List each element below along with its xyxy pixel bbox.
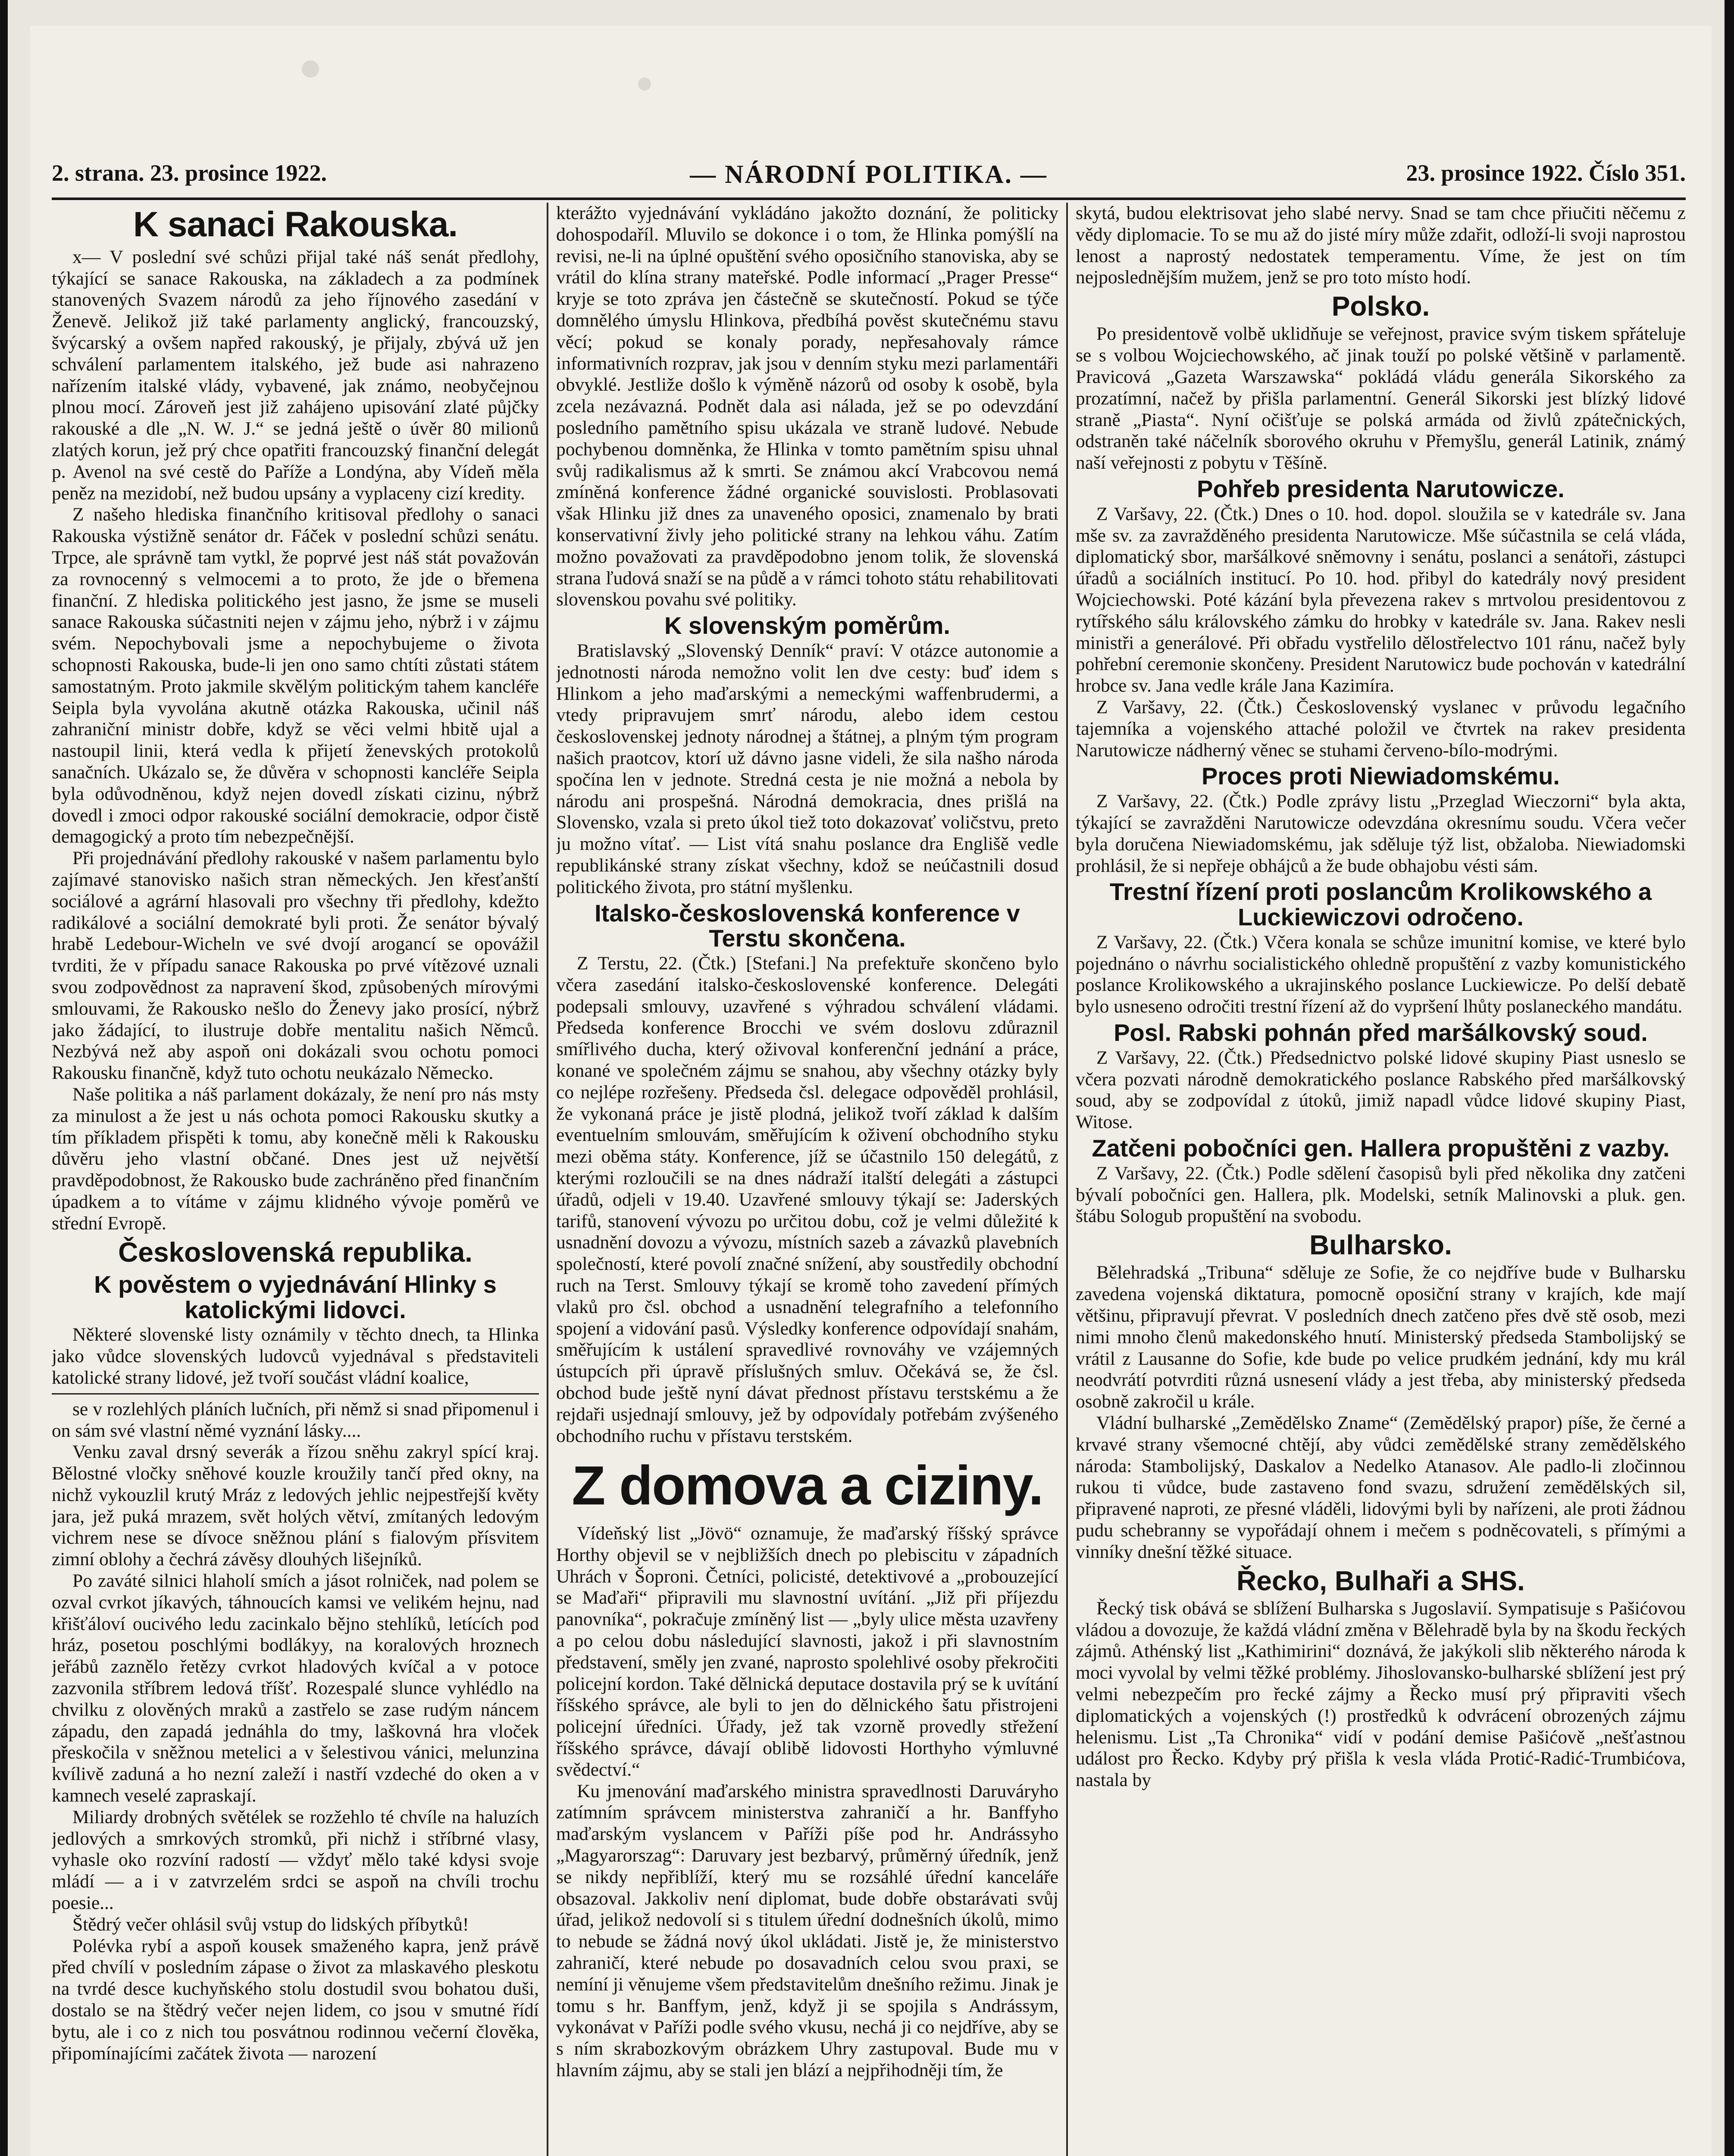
column-rule (1066, 203, 1068, 2156)
header-rule (52, 197, 1686, 200)
paragraph: Z Varšavy, 22. (Čtk.) Předsednictvo polské lidové skupiny Piast usneslo se včera pozvati národně demokratického poslance Rabského před maršálkovský soud, aby se zodpovídal z útoků, jimiž napadl vůdce lidové skupiny Piast, Witose. (1076, 1047, 1686, 1133)
paragraph: kterážto vyjednávání vykládáno jakožto doznání, že politicky dohospodaříl. Mluvilo se dokonce i o tom, že Hlinka pomýšlí na revisi, ne-li na úplné opuštění svého oposičního stanoviska, aby se vrátil do klína strany mateřské. Podle informací „Prager Presse“ kryje se toto zpráva jen částečně se skutečností. Pokud se týče domnělého úmyslu Hlinkova, předbíhá pověst skutečnému stavu věcí; pokud se konaly porady, nepřesahovaly rámce informativních rozprav, jak jsou v denním styku mezi parlamentáři obvyklé. Jestliže došlo k výměně názorů od osoby k osobě, byla zcela nezávazná. Podnět dala asi nálada, jež se po odevzdání posledního pamětního spisu ukázala ve straně ludové. Nebude pochybenou domněnka, že Hlinka v tomto pamětním spisu uhnal svůj radikalismus až k smrti. Se známou akcí Vrabcovou nemá zmíněná konference žádné organické souvislosti. Problasovati však Hlinku již dnes za unaveného oposici, znamenalo by brati konservativní živly jeho politické strany na lehkou váhu. Zatím možno považovati za pravděpodobno jenom tolik, že slovenská strana ľudová snaží se na půdě a v rámci tohoto státu rehabilitovati slovenskou povahu své politiky. (556, 203, 1058, 610)
section-title: Polsko. (1331, 291, 1430, 322)
paragraph: Polévka rybí a aspoň kousek smaženého kapra, jenž právě před chvílí v posledním zápase o život za mlaskavého pleskotu na tvrdé desce kuchyňského stolu dostudil svou bohatou duši, dostalo se na štědrý večer nejen lidem, co jsou v smutné řídí bytu, ale i co z nich tou posvátnou rodinnou večerní člověka, připomínajícími začátek života — narození (52, 1935, 539, 2064)
paragraph: Z Terstu, 22. (Čtk.) [Stefani.] Na prefektuře skončeno bylo včera zasedání italsko-československé konference. Delegáti podepsali smlouvy, uzavřené s výhradou schválení vládami. Předseda konference Brocchi ve svém doslovu zdůraznil smířlivého ducha, který oživoval konferenční jednání a práce, konané ve společném zájmu se snahou, aby všechny otázky byly co nejlépe rozřešeny. Předseda čsl. delegace odpověděl prohlásil, že vykonaná práce je jistě plodná, jelikož tvoří základ k dalším eventuelním smlouvám, směřujícím k oživení obchodního styku mezi oběma státy. Konference, jíž se účastnilo 150 delegátů, z kterými rozloučili se na dnes nádraží italští delegáti a zástupci úřadů, odjeli v 19.40. Uzavřené smlouvy týkají se: Jaderských tarifů, stanovení vývozu po určitou dobu, což je velmi důležité k usnadnění dovozu a vývozu, místních sazeb a závazků plavebních společností, které povolí značné snížení, aby soustředily obchodní ruch na Terst. Smlouvy týkají se kromě toho zavedení přímých vlaků pro čsl. obchod a usnadnění telegrafního a telefonního spojení a vidování pasů. Výsledky konference odpovídají snahám, směřujícím k ustálení spravedlivé rovnováhy ve vzájemných ústupcích při úpravě příslušných smluv. Očekává se, že čsl. obchod bude ještě nyní dávat přednost přístavu terstskému a že rejdaři usjednají smlouvy, jež by odpovídaly potřebám zvýšeného obchodního ruchu v přístavu terstském. (556, 953, 1058, 1446)
paragraph: se v rozlehlých pláních lučních, při němž si snad připomenul i on sám své vlastní němé vyznání lásky.... (52, 1398, 539, 1441)
column-rule (547, 203, 548, 2156)
paragraph: Bratislavský „Slovenský Denník“ praví: V otázce autonomie a jednotnosti národa nemožno volit len dve cesty: buď idem s Hlinkom a jeho maďarskými a nemeckými waffenbrudermi, a vtedy pripravujem smrť národu, alebo idem cestou československej jednoty národnej a štátnej, a plným tým program našich praotcov, ktorí už dávno jasne videli, že sila našho národa spočína len v jednote. Stredná cesta je nie možná a nebola by národu ani prospešná. Národná demokracia, dnes prišlá na Slovensko, vzala si preto úkol tiež toto dokazovať voličstvu, preto ju možno vítať. — List vítá snahu poslance dra Englišě vedle republikánské strany získat všechny, kdož se neúčastnili dosud politického života, pro státní myšlenku. (556, 640, 1058, 897)
article-title: K sanaci Rakouska. (133, 205, 458, 244)
paragraph: Řecký tisk obává se sblížení Bulharska s Jugoslavií. Sympatisuje s Pašićovou vládou a dovozuje, že každá vládní změna v Bělehradě byla by na škodu řeckých zájmů. Athénský list „Kathimirini“ doznává, že jakýkoli slib některého národa k moci vyvolal by velmi těžké problémy. Jihoslovansko-bulharské sblížení jest prý velmi nebezpečím pro řecké zájmy a Řecko musí prý připraviti všech diplomatických a vojenských (!) prostředků k odvrácení obrozených zájmu helenismu. List „Ta Chronika“ vidí v podání demise Pašićově „nešťastnou událost pro Řecko. Kdyby prý přišla k vesla vláda Protić-Radić-Trumbićova, nastala by (1076, 1598, 1686, 1791)
header-issue-number: 23. prosince 1922. Číslo 351. (1406, 160, 1686, 186)
section-title: Řecko, Bulhaři a SHS. (1236, 1565, 1525, 1596)
paragraph: Po zaváté silnici hlaholí smích a jásot rolniček, nad polem se ozval cvrkot jíkavých, táhnoucích kamsi ve velikém hejnu, nad křišťáloví oucivého ledu zacinkalo bějno stehlíků, letících pod hráz, posetou poschlými bodlákyy, na koralových hroznech jeřábů zaznělo řetězy cvrkot hladových kvíčal a v potoce zazvonila stříbrem ledová tříšť. Rozespalé slunce vyhlédlo na chvilku z olověných mraků a zastřelo se zase rudým náncem západu, den zapadá jednáhla do tmy, laškovná hra vloček přeskočila v sněžnou metelici a v šelestivou vánici, melunzina kvílivě zaduná a ho nezní zaleží i nastří vzdeché do oken a v kamnech veselé zapraskají. (52, 1570, 539, 1806)
article-title: Pohřeb presidenta Narutowicze. (1197, 475, 1565, 502)
paragraph: Z Varšavy, 22. (Čtk.) Podle sdělení časopisů byli před několika dny zatčeni bývalí pobočníci gen. Hallera, plk. Modelski, setník Malinovski a pluk. gen. štábu Sologub propuštění na svobodu. (1076, 1163, 1686, 1227)
scan-smudge (638, 78, 651, 91)
scan-smudge (302, 60, 319, 78)
article-title: Posl. Rabski pohnán před maršálkovský soud. (1114, 1019, 1648, 1047)
paragraph: Venku zaval drsný severák a řízou sněhu zakryl spící kraj. Bělostné vločky sněhové kouzle kroužily tančí před okny, na nichž vykouzlil krutý Mráz z ledových jehlic nejpestřejší květy jara, jež puká mrazem, svět holých větví, zmítaných ledovým vichrem nese se dívoce sněžnou plání s fialovým přísvitem zimní oblohy a čechrá závěsy dlouhých lišejníků. (52, 1442, 539, 1570)
scan-edge-left (0, 0, 8, 2156)
header-masthead: — NÁRODNÍ POLITIKA. — (690, 160, 1048, 188)
paragraph: Z Varšavy, 22. (Čtk.) Včera konala se schůze imunitní komise, ve které bylo pojednáno o návrhu socialistického ohledně propuštění z vazby komunistického poslance Krolikowského a ukrajinského poslance Luckiewicze. Po delší debatě bylo usneseno odročiti trestní řízení až do vypršení lhůty poslaneckého mandátu. (1076, 931, 1686, 1017)
scan-edge-right (1725, 0, 1734, 2156)
article-title: Trestní řízení proti poslancům Krolikowského a Luckiewiczovi odročeno. (1109, 878, 1652, 931)
paragraph: Po presidentově volbě uklidňuje se veřejnost, pravice svým tiskem spřáteluje se s volbou Wojciechowského, ač jinak touží po polské většině v parlamentě. Pravicová „Gazeta Warszawska“ pokládá vládu generála Sikorského za prozatímní, načež by přišla parlamentní. Generál Sikorski jest blízký lidové straně „Piasta“. Nyní očišťuje se polská armáda od živlů zpátečnických, odstraněn také náčelník sborového okruhu v Přemyšlu, generál Latinik, známý naší veřejnosti z pobytu v Těšíně. (1076, 323, 1686, 473)
section-title: Bulharsko. (1309, 1229, 1452, 1261)
paragraph: Při projednávání předlohy rakouské v našem parlamentu bylo zajímavé stanovisko našich stran německých. Jen křesťanští sociálové a agrární hlasovali pro všechny tři předlohy, kdežto radikálové a sociální demokraté byli proti. Že senátor bývalý hrabě Ledebour-Wicheln ve své dvojí arogancí se opovážil tvrditi, že v případu sanace Rakouska po prvé vítězové uznali svou zodpovědnost za napravení škod, způsobených mírovými smlouvami, že Rakousko nešlo do Ženevy jako prosící, nýbrž jako žádající, to ilustruje dobře mentalitu našich Němců. Nezbývá než aby aspoň oni dokázali svou ochotu pomoci Rakousku finančně, když tuto ochotu neukázalo Německo. (52, 848, 539, 1084)
column-1 (52, 203, 539, 2156)
paragraph: Z Varšavy, 22. (Čtk.) Dnes o 10. hod. dopol. sloužila se v katedrále sv. Jana mše sv. za zavražděného presidenta Narutowicze. Mše súčastnila se celá vláda, diplomatický sbor, maršálkové sněmovny i senátu, poslanci a senátoři, zástupci úřadů a sociálních institucí. Po 10. hod. přibyl do katedrály nový president Wojciechowski. Poté kázání byla převezena rakev s mrtvolou presidentovou z rytířského sálu královského zámku do hrobky v katedrále sv. Jana. Rakev nesli ministři a generálové. Při obřadu vystřelilo dělostřelectvo 101 ránu, načež byly pohřební ceremonie skončeny. President Narutowicz bude pochován v katedrální hrobce sv. Jana vedle krále Jana Kazimíra. (1076, 503, 1686, 696)
paragraph: Vládní bulharské „Zemědělsko Zname“ (Zemědělský prapor) píše, že černé a krvavé strany všemocné chtějí, aby vůdci zemědělské strany zemědělského národa: Stambolijský, Daskalov a Nedelko Atanasov. Ale padlo-li zločinnou rukou ti vůdce, bude zastaveno fond svazu, sdružení zemědělských sil, připravené naproti, ze přesné vláděli, lidovými byli by nařízeni, ale proti žádnou pudu schebranny se vypořádají ohnem i mečem s podněcovateli, s přímými a vinníky dnešní těžké situace. (1076, 1413, 1686, 1562)
column-2 (556, 203, 1058, 2156)
paragraph: Naše politika a náš parlament dokázaly, že není pro nás msty za minulost a že jest u nás ochota pomoci Rakousku skutky a tím příkladem přispěti k tomu, aby konečně měli k Rakousku důvěru jeho vlastní občané. Dnes jest už největší pravděpodobnost, že Rakousko bude zachráněno před finančním úpadkem a to vítáme v zájmu klidného vývoje poměrů ve střední Evropě. (52, 1084, 539, 1234)
column-3 (1076, 203, 1686, 2156)
paragraph: Z Varšavy, 22. (Čtk.) Československý vyslanec v průvodu legačního tajemníka a vojenského attaché položil ve čtvrtek na rakev presidenta Narutowicze nádherný věnec se stuhami červeno-bílo-modrými. (1076, 696, 1686, 761)
paragraph: Štědrý večer ohlásil svůj vstup do lidských příbytků! (72, 1914, 469, 1935)
paragraph: Z našeho hlediska finančního kritisoval předlohy o sanaci Rakouska výstižně senátor dr. Fáček v poslední schůzi senátu. Trpce, ale správně tam vytkl, že poprvé jest náš stát považován za rovnocenný s velmocemi a to proto, že jde o břemena finanční. Z hlediska politického jest jasno, že jsme se museli sanace Rakouska súčastniti nejen v zájmu jeho, nýbrž i v zájmu svém. Nepochybovali jsme a nepochybujeme o života schopnosti Rakouska, bude-li jen ono samo chtíti zůstati státem samostatným. Proto jakmile skvělým politickým tahem kancléře Seipla byla vyvolána akutně otázka Rakouska, učinil náš zahraniční ministr dobře, když se věci velmi hbitě ujal a nastoupil linii, která vedla k přijetí ženevských protokolů sanačních. Ukázalo se, že důvěra v schopnosti kancléře Seipla byla odůvodněnou, když nejen dovedl získati cizinu, nýbrž dovedl i zmoci odpor rakouské sociální demokracie, odpor čistě demagogický a proto tím nebezpečnější. (52, 504, 539, 847)
paragraph: x— V poslední své schůzi přijal také náš senát předlohy, týkající se sanace Rakouska, na základech a za podmínek stanovených Svazem národů za jeho říjnového zasedání v Ženevě. Jelikož již také parlamenty anglický, francouzský, švýcarský a ovšem napřed rakouský, je přijaly, zbývá už jen schválení parlamentem italského, jež bude asi nahrazeno nařízením italské vlády, vybavené, jak známo, neobyčejnou plnou mocí. Zároveň jest již zahájeno upisování zlaté půjčky rakouské a dle „N. W. J.“ se jedná ještě o úvěr 80 milionů zlatých korun, jež prý chce opatřiti francouzský finanční delegát p. Avenol na své cestě do Paříže a Londýna, aby Vídeň měla peněz na mezidobí, než budou upsány a vyplaceny cizí kredity. (52, 246, 539, 504)
section-title: Československá republika. (118, 1236, 473, 1268)
paragraph: Z Varšavy, 22. (Čtk.) Podle zprávy listu „Przeglad Wieczorni“ byla akta, týkající se zavražděni Narutowicze odevzdána okresnímu soudu. Včera večer byla doručena Niewiadomskému, jak sděluje týž list, obžaloba. Niewiadomski prohlásil, že si nepřeje obhájců a že bude obhajobu vésti sám. (1076, 791, 1686, 876)
paragraph: Vídeňský list „Jövö“ oznamuje, že maďarský říšský správce Horthy objevil se v nejbližších dnech po plebiscitu v západních Uhrách v Šoproni. Četníci, policisté, detektivové a „probouzející se Maďaři“ připravili mu slavnostní uvítání. „Již při příjezdu panovníka“, pokračuje zmíněný list — „byly ulice města uzavřeny a po celou dobu následující slavnosti, jakož i při slavnostním představení, směly jen zvané, naprosto spolehlivé osoby překročiti policejní kordon. Také dělnická deputace dostavila prý se k uvítání říšského správce, ale byli to jen do dělnického šatu přistrojeni policejní úředníci. Úřady, jež tak vzorně provedly střežení říšského správce, dávají oblibě lidovosti Horthyho výmluvné svědectví.“ (556, 1523, 1058, 1780)
paragraph: Některé slovenské listy oznámily v těchto dnech, ta Hlinka jako vůdce slovenských ludovců vyjednával s představiteli katolické strany lidové, jež tvoří součást vládní koalice, (52, 1324, 539, 1388)
article-title: K slovenským poměrům. (664, 612, 950, 639)
article-title: K pověstem o vyjednávání Hlinky s katolickými lidovci. (94, 1270, 497, 1323)
article-title: Zatčeni pobočníci gen. Hallera propuštěni z vazby. (1092, 1134, 1670, 1162)
paragraph: Ku jmenování maďarského ministra spravedlnosti Daruváryho zatímním správcem ministerstva zahraničí a hr. Banffyho maďarským vyslancem v Paříži píše pod hr. Andrássyho „Magyarorszag“: Daruvary jest bezbarvý, průměrný úředník, jenž se nikdy nepřiblíží, který mu se rozsáhlé úřední kanceláře obsazoval. Jakkoliv není diplomat, bude dobře obstarávati svůj úřad, jelikož nedovolí si s titulem úřední dodnešních úkolů, mimo to nebude se žádná nový úkol ukládati. Jistě je, že ministerstvo zahraničí, které nebude po dosavadních celou svou praxi, se nemíní ji věnujeme všem představitelům dnešního režimu. Jinak je tomu s hr. Banffym, jenž, když ji se spojila s Andrássym, vykonávat v Paříži podle svého vkusu, nechá ji co nejdříve, aby se s ním skrabozkovým obrázkem Uhry zastupoval. Bude mu v hlavním zájmu, aby se stali jen blází a nejpřihodněji tím, že (556, 1780, 1058, 2081)
page-header (52, 151, 1686, 198)
paragraph: Miliardy drobných světélek se rozžehlo té chvíle na haluzích jedlových a smrkových stromků, při nichž i stříbrné vlasy, vyhasle oko rozvíní radostí — vždyť mělo také kdysi svoje mládí — a i v zatvrzelém srdci se aspoň na chvíli trochu poesie... (52, 1806, 539, 1914)
article-title: Proces proti Niewiadomskému. (1202, 762, 1560, 790)
separator-rule (52, 1393, 539, 1395)
paragraph: skytá, budou elektrisovat jeho slabé nervy. Snad se tam chce přiučiti něčemu z vědy diplomacie. To se mu až do jisté míry může zdařit, odloží-li svoji naprostou lenost a naprostý nedostatek temperamentu. Víme, že jest on tím nejposlednějším mužem, jenž se pro toto místo hodí. (1076, 203, 1686, 288)
paragraph: Bělehradská „Tribuna“ sděluje ze Sofie, že co nejdříve bude v Bulharsku zavedena vojenská diktatura, pomocně oposiční strany v krajích, kde mají většinu, připravují převrat. V posledních dnech zatčeno přes dvě stě osob, mezi nimi mnoho členů makedonského hnutí. Ministerský předseda Stambolijský se vrátil z Lausanne do Sofie, kde bude po velice prudkém jednání, kdy mu král neodvrátí potvrditi různá usnesení vlády a jest třeba, aby ministerský předseda osobně zakročil u krále. (1076, 1262, 1686, 1412)
header-page-date: 2. strana. 23. prosince 1922. (52, 160, 327, 186)
article-title: Italsko-československá konference v Terstu skončena. (595, 899, 1020, 952)
section-title: Z domova a ciziny. (572, 1455, 1043, 1517)
